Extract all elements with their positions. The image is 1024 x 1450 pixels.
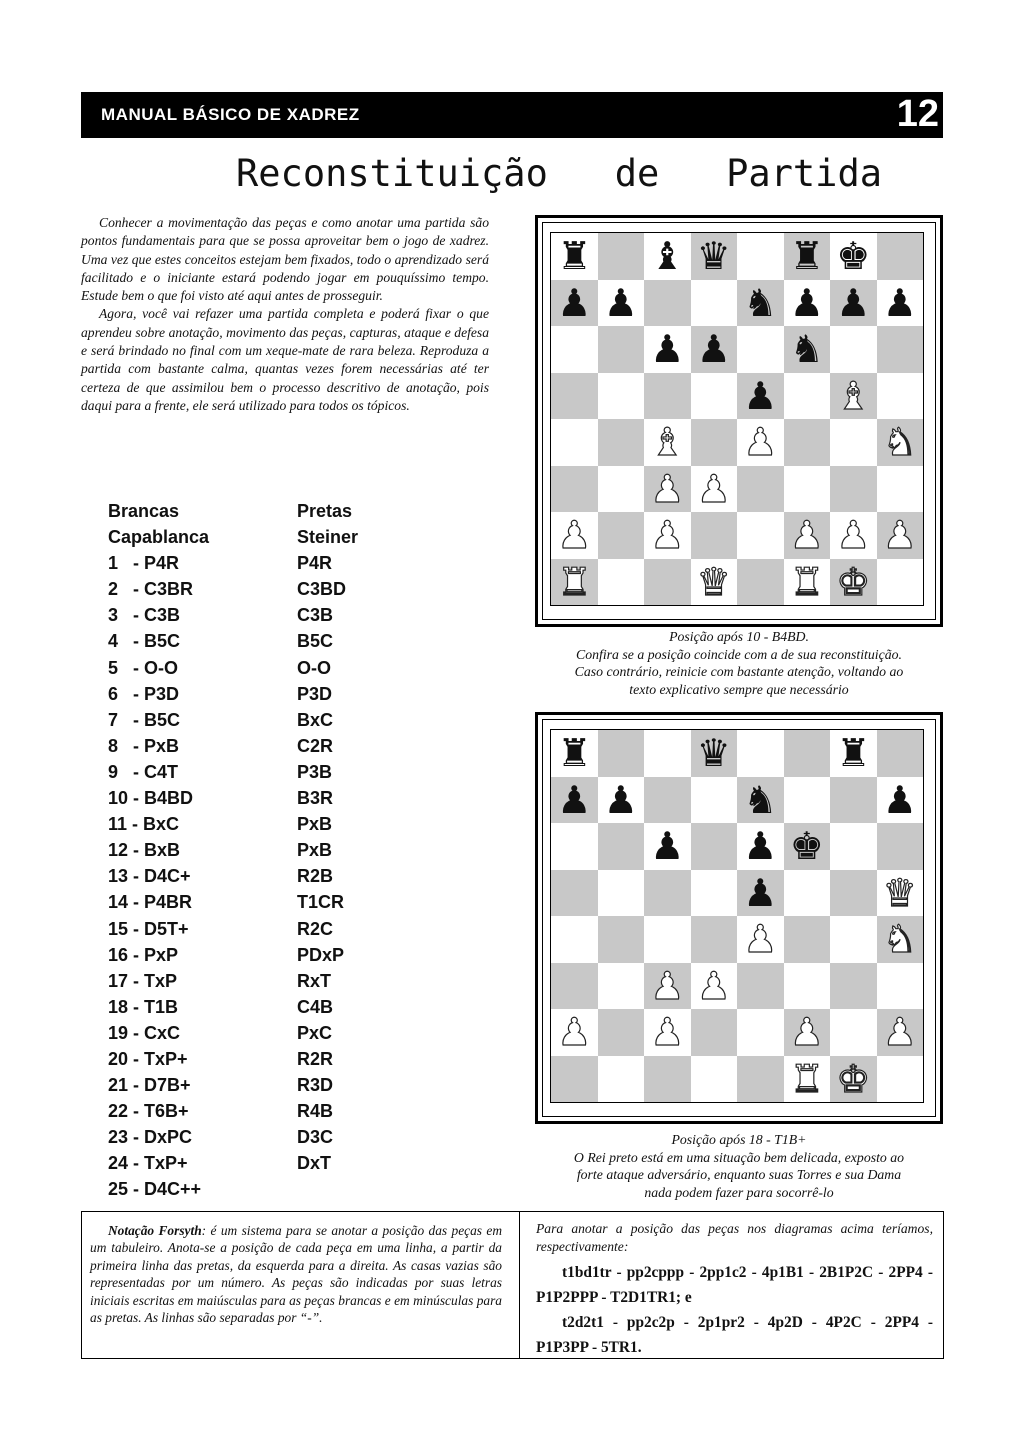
black-move: RxT: [297, 970, 332, 991]
forsyth-notation-2: t2d2t1 - pp2c2p - 2p1pr2 - 4p2D - 4P2C - 2PP4 - P1P3PP - 5TR1.: [536, 1314, 933, 1356]
board-square: [598, 512, 645, 559]
board-square: [551, 280, 598, 327]
board-square: [691, 963, 738, 1010]
board-square: [830, 777, 877, 824]
board-square: [551, 1056, 598, 1103]
board-square: [598, 916, 645, 963]
board-square: [784, 1009, 831, 1056]
white-king-icon: ♚: [836, 559, 871, 604]
move-row: [108, 1046, 488, 1072]
white-move: 1 - P4R: [108, 553, 180, 574]
caption-line: Posição após 10 - B4BD.: [669, 629, 809, 644]
board-square: [877, 963, 924, 1010]
white-pawn-icon: ♟: [743, 917, 778, 962]
board-square: [551, 559, 598, 606]
board-square: [598, 233, 645, 280]
black-pawn-icon: ♟: [743, 373, 778, 418]
move-row: [108, 863, 488, 889]
caption-line: texto explicativo sempre que necessário: [629, 681, 849, 697]
board-square: [830, 419, 877, 466]
white-pawn-icon: ♟: [789, 513, 824, 558]
board-square: [644, 419, 691, 466]
black-move: BxC: [297, 709, 334, 730]
white-move: Capablanca: [108, 527, 210, 548]
board-square: [644, 326, 691, 373]
move-row: [108, 1020, 488, 1046]
black-move: R2R: [297, 1048, 334, 1069]
black-rook-icon: ♜: [836, 731, 871, 776]
black-pawn-icon: ♟: [882, 280, 917, 325]
board-square: [644, 916, 691, 963]
black-move: C4B: [297, 996, 334, 1017]
board-square: [737, 280, 784, 327]
move-row: [108, 1176, 488, 1202]
black-knight-icon: ♞: [789, 327, 824, 372]
white-move: 13 - D4C+: [108, 866, 191, 887]
board-square: [784, 326, 831, 373]
diagram-caption-2: [536, 1131, 942, 1201]
board-square: [830, 963, 877, 1010]
forsyth-explanation: [90, 1222, 502, 1326]
black-pawn-icon: ♟: [743, 824, 778, 869]
board-square: [598, 373, 645, 420]
board-square: [691, 559, 738, 606]
board-square: [691, 280, 738, 327]
white-queen-icon: ♛: [882, 870, 917, 915]
forsyth-notation-1: t1bd1tr - pp2cppp - 2pp1c2 - 4p1B1 - 2B1P2C - 2PP4 - P1P2PPP - T2D1TR1; e: [536, 1264, 933, 1306]
black-move: P3D: [297, 683, 333, 704]
black-move: R4B: [297, 1101, 334, 1122]
board-square: [737, 326, 784, 373]
board-square: [691, 730, 738, 777]
board-square: [551, 233, 598, 280]
board-square: [551, 1009, 598, 1056]
black-move: DxT: [297, 1153, 332, 1174]
white-move: 9 - C4T: [108, 761, 179, 782]
white-king-icon: ♚: [836, 1056, 871, 1101]
board-square: [877, 373, 924, 420]
board-square: [598, 1056, 645, 1103]
white-move: 24 - TxP+: [108, 1153, 188, 1174]
black-move: C2R: [297, 735, 334, 756]
white-move: 11 - BxC: [108, 814, 180, 835]
board-square: [737, 777, 784, 824]
board-square: [737, 870, 784, 917]
black-knight-icon: ♞: [743, 280, 778, 325]
board-square: [784, 419, 831, 466]
board-square: [691, 326, 738, 373]
board-square: [691, 777, 738, 824]
move-row: [108, 785, 488, 811]
page-header: [81, 92, 943, 138]
white-move: 22 - T6B+: [108, 1101, 189, 1122]
board-square: [877, 1009, 924, 1056]
board-square: [551, 823, 598, 870]
board-square: [877, 233, 924, 280]
board-square: [784, 730, 831, 777]
white-pawn-icon: ♟: [650, 963, 685, 1008]
white-rook-icon: ♜: [789, 1056, 824, 1101]
black-move: R2C: [297, 918, 334, 939]
white-move: Brancas: [108, 501, 180, 521]
intro-text: [81, 214, 489, 415]
board-square: [737, 559, 784, 606]
board-square: [877, 280, 924, 327]
forsyth-examples: [536, 1220, 933, 1360]
board-square: [830, 1056, 877, 1103]
move-row: [108, 498, 488, 524]
white-pawn-icon: ♟: [789, 1010, 824, 1055]
white-move: 17 - TxP: [108, 970, 178, 991]
board-square: [830, 280, 877, 327]
board-square: [737, 233, 784, 280]
black-move: O-O: [297, 657, 331, 678]
white-pawn-icon: ♟: [650, 1010, 685, 1055]
board-square: [598, 963, 645, 1010]
board-square: [877, 870, 924, 917]
board-square: [830, 916, 877, 963]
forsyth-title: Notação Forsyth: [108, 1223, 202, 1238]
white-rook-icon: ♜: [557, 559, 592, 604]
board-square: [598, 823, 645, 870]
black-pawn-icon: ♟: [650, 327, 685, 372]
black-move: PxC: [297, 1022, 333, 1043]
board-square: [551, 512, 598, 559]
board-square: [737, 373, 784, 420]
caption-line: O Rei preto está em uma situação bem delicada, exposto ao: [573, 1149, 905, 1165]
white-move: 4 - B5C: [108, 631, 181, 652]
black-rook-icon: ♜: [557, 234, 592, 279]
board-square: [691, 916, 738, 963]
white-move: 2 - C3BR: [108, 579, 194, 600]
move-row: [108, 968, 488, 994]
move-row: [108, 576, 488, 602]
black-move: P4R: [297, 553, 333, 574]
board-square: [877, 1056, 924, 1103]
white-pawn-icon: ♟: [650, 513, 685, 558]
black-move: PxB: [297, 840, 333, 861]
white-bishop-icon: ♝: [836, 373, 871, 418]
white-move: 19 - CxC: [108, 1022, 181, 1043]
black-pawn-icon: ♟: [650, 824, 685, 869]
white-move: 10 - B4BD: [108, 788, 194, 809]
board-square: [644, 233, 691, 280]
board-square: [784, 1056, 831, 1103]
intro-paragraph: Conhecer a movimentação das peças e como anotar uma partida são pontos fundamentais para que se possa aproveitar bem o jogo de xadrez. Uma vez que estes conceitos estejam bem fixados, todo o aprendizado será facilitado e o iniciante estará podendo jogar em pouquíssimo tempo. Estude bem o que foi visto até aqui antes de prosseguir.: [81, 215, 489, 304]
board-square: [551, 466, 598, 513]
black-pawn-icon: ♟: [557, 777, 592, 822]
board-square: [644, 730, 691, 777]
board-square: [598, 419, 645, 466]
white-move: 25 - D4C++: [108, 1179, 202, 1200]
board-square: [551, 870, 598, 917]
caption-line: nada podem fazer para socorrê-lo: [644, 1184, 834, 1200]
board-square: [737, 512, 784, 559]
forsyth-text: : é um sistema para se anotar a posição das peças em um tabuleiro. Anota-se a posição de cada peça em uma linha, a partir da primeira linha das pretas, da esquerda para a direita. As casas vazias são representadas por um número. As peças são indicadas por suas letras iniciais escritas em maiúsculas para as peças brancas e em minúsculas para as pretas. As linhas são separadas por “-”.: [90, 1223, 502, 1326]
board-square: [644, 1009, 691, 1056]
white-pawn-icon: ♟: [696, 963, 731, 1008]
white-move: 3 - C3B: [108, 605, 181, 626]
board-square: [877, 916, 924, 963]
white-knight-icon: ♞: [882, 917, 917, 962]
board-square: [877, 419, 924, 466]
board-square: [598, 559, 645, 606]
board-square: [551, 730, 598, 777]
board-square: [644, 280, 691, 327]
white-pawn-icon: ♟: [557, 513, 592, 558]
move-row: [108, 1072, 488, 1098]
black-move: PxB: [297, 814, 333, 835]
black-move: C3BD: [297, 579, 347, 600]
board-square: [830, 373, 877, 420]
board-square: [737, 963, 784, 1010]
board-square: [644, 512, 691, 559]
board-square: [737, 730, 784, 777]
black-pawn-icon: ♟: [603, 280, 638, 325]
black-move: B3R: [297, 788, 334, 809]
board-square: [830, 559, 877, 606]
move-row: [108, 916, 488, 942]
black-pawn-icon: ♟: [557, 280, 592, 325]
board-square: [598, 870, 645, 917]
board-square: [784, 280, 831, 327]
board-square: [784, 466, 831, 513]
move-row: [108, 942, 488, 968]
move-row: [108, 628, 488, 654]
move-row: [108, 681, 488, 707]
white-pawn-icon: ♟: [882, 513, 917, 558]
move-row: [108, 733, 488, 759]
white-move: 12 - BxB: [108, 840, 181, 861]
white-move: 18 - T1B: [108, 996, 179, 1017]
board-square: [877, 512, 924, 559]
caption-line: Confira se a posição coincide com a de sua reconstituição.: [576, 646, 902, 662]
white-queen-icon: ♛: [696, 559, 731, 604]
board-square: [830, 1009, 877, 1056]
move-row: [108, 1150, 488, 1176]
move-row: [108, 1124, 488, 1150]
board-square: [877, 466, 924, 513]
board-square: [691, 870, 738, 917]
black-knight-icon: ♞: [743, 777, 778, 822]
white-move: 15 - D5T+: [108, 918, 189, 939]
black-pawn-icon: ♟: [789, 280, 824, 325]
black-king-icon: ♚: [836, 234, 871, 279]
move-row: [108, 602, 488, 628]
black-pawn-icon: ♟: [882, 777, 917, 822]
board-square: [877, 326, 924, 373]
board-square: [737, 1009, 784, 1056]
board-square: [691, 419, 738, 466]
board-square: [598, 466, 645, 513]
board-square: [644, 559, 691, 606]
move-row: [108, 550, 488, 576]
forsyth-examples-intro: Para anotar a posição das peças nos diagramas acima teríamos, respectivamente:: [536, 1221, 933, 1254]
black-move: Pretas: [297, 501, 353, 521]
black-move: PDxP: [297, 944, 345, 965]
board-square: [598, 730, 645, 777]
white-move: 7 - B5C: [108, 709, 181, 730]
board-square: [691, 1009, 738, 1056]
move-row: [108, 889, 488, 915]
board-square: [784, 233, 831, 280]
board-square: [784, 777, 831, 824]
move-row: [108, 837, 488, 863]
board-square: [598, 777, 645, 824]
board-square: [644, 466, 691, 513]
black-queen-icon: ♛: [696, 234, 731, 279]
board-square: [784, 916, 831, 963]
board-square: [598, 326, 645, 373]
board-square: [644, 823, 691, 870]
page-number: 12: [896, 93, 939, 135]
black-rook-icon: ♜: [789, 234, 824, 279]
black-move: B5C: [297, 631, 334, 652]
board-square: [830, 512, 877, 559]
move-row: [108, 524, 488, 550]
intro-paragraph: Agora, você vai refazer uma partida completa e poderá fixar o que aprendeu sobre anotação, movimento das peças, capturas, ataque e defesa e será brindado no final com um xeque-mate de rara beleza. Reproduza a partida com bastante calma, quantas vezes forem necessárias até ter certeza de que assimilou bem o processo descritivo de anotação, pois daqui para a frente, ele será utilizado para todos os tópicos.: [81, 306, 489, 413]
diagram-frame-2: [535, 712, 943, 1124]
board-square: [691, 823, 738, 870]
board-square: [737, 419, 784, 466]
white-pawn-icon: ♟: [557, 1010, 592, 1055]
board-square: [598, 1009, 645, 1056]
caption-line: forte ataque adversário, enquanto suas Torres e sua Dama: [576, 1167, 902, 1182]
move-row: [108, 759, 488, 785]
white-move: 8 - PxB: [108, 735, 180, 756]
white-knight-icon: ♞: [882, 420, 917, 465]
board-square: [598, 280, 645, 327]
moves-list: [108, 498, 488, 1203]
board-square: [691, 466, 738, 513]
white-move: 16 - PxP: [108, 944, 179, 965]
chess-board-1: [550, 232, 924, 606]
diagram-frame-1: [535, 215, 943, 627]
board-square: [830, 730, 877, 777]
black-king-icon: ♚: [789, 824, 824, 869]
board-square: [551, 326, 598, 373]
white-move: 5 - O-O: [108, 657, 179, 678]
black-move: R2B: [297, 866, 334, 887]
black-pawn-icon: ♟: [603, 777, 638, 822]
board-square: [784, 870, 831, 917]
board-square: [691, 233, 738, 280]
white-pawn-icon: ♟: [650, 466, 685, 511]
board-square: [737, 1056, 784, 1103]
black-move: C3B: [297, 605, 334, 626]
chess-board-2: [550, 729, 924, 1103]
black-move: D3C: [297, 1127, 334, 1148]
board-square: [737, 823, 784, 870]
board-square: [784, 373, 831, 420]
board-square: [877, 823, 924, 870]
white-pawn-icon: ♟: [836, 513, 871, 558]
board-square: [877, 730, 924, 777]
header-label: MANUAL BÁSICO DE XADREZ: [101, 105, 360, 124]
board-square: [830, 326, 877, 373]
black-queen-icon: ♛: [696, 731, 731, 776]
black-pawn-icon: ♟: [836, 280, 871, 325]
white-pawn-icon: ♟: [696, 466, 731, 511]
white-move: 14 - P4BR: [108, 892, 193, 913]
forsyth-box: [81, 1211, 944, 1359]
board-square: [830, 823, 877, 870]
move-row: [108, 707, 488, 733]
caption-line: Caso contrário, reinicie com bastante atenção, voltando ao: [574, 664, 904, 679]
white-move: 21 - D7B+: [108, 1075, 191, 1096]
board-square: [551, 373, 598, 420]
white-rook-icon: ♜: [789, 559, 824, 604]
white-pawn-icon: ♟: [882, 1010, 917, 1055]
move-row: [108, 1098, 488, 1124]
black-move: R3D: [297, 1075, 334, 1096]
diagram-caption-1: [536, 628, 942, 698]
move-row: [108, 811, 488, 837]
board-square: [551, 963, 598, 1010]
board-square: [551, 777, 598, 824]
board-square: [784, 963, 831, 1010]
board-square: [644, 963, 691, 1010]
black-move: T1CR: [297, 892, 345, 913]
board-square: [877, 559, 924, 606]
black-move: Steiner: [297, 527, 359, 548]
board-square: [830, 870, 877, 917]
board-square: [551, 916, 598, 963]
black-rook-icon: ♜: [557, 731, 592, 776]
board-square: [830, 466, 877, 513]
board-square: [551, 419, 598, 466]
board-square: [830, 233, 877, 280]
board-square: [691, 373, 738, 420]
black-bishop-icon: ♝: [650, 234, 685, 279]
black-pawn-icon: ♟: [696, 327, 731, 372]
board-square: [737, 466, 784, 513]
move-row: [108, 655, 488, 681]
white-move: 20 - TxP+: [108, 1048, 188, 1069]
board-square: [784, 512, 831, 559]
board-square: [877, 777, 924, 824]
board-square: [691, 512, 738, 559]
black-move: P3B: [297, 761, 333, 782]
white-move: 23 - DxPC: [108, 1127, 193, 1148]
move-row: [108, 994, 488, 1020]
board-square: [644, 777, 691, 824]
board-square: [644, 1056, 691, 1103]
board-square: [691, 1056, 738, 1103]
board-square: [784, 559, 831, 606]
board-square: [737, 916, 784, 963]
white-move: 6 - P3D: [108, 683, 180, 704]
board-square: [644, 373, 691, 420]
white-bishop-icon: ♝: [650, 420, 685, 465]
board-square: [784, 823, 831, 870]
white-pawn-icon: ♟: [743, 420, 778, 465]
black-pawn-icon: ♟: [743, 870, 778, 915]
page-title: Reconstituição de Partida: [236, 152, 883, 195]
board-square: [644, 870, 691, 917]
caption-line: Posição após 18 - T1B+: [671, 1132, 807, 1147]
